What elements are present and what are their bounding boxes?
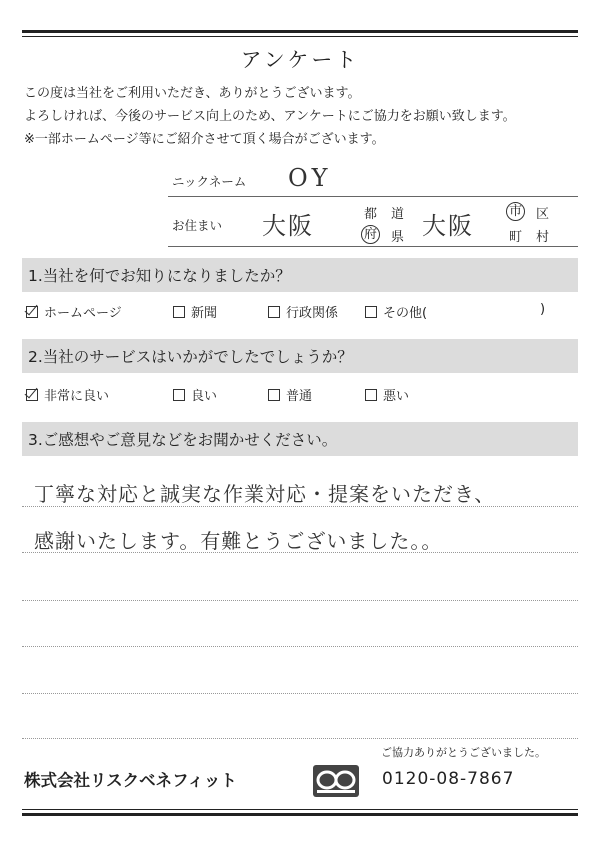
q1-other-close-paren: ) (540, 302, 546, 317)
q3-title: 3.ご感想やご意見などをお聞かせください。 (28, 431, 338, 449)
q1-option-newspaper[interactable] (173, 302, 217, 321)
q2-option-label: 普通 (286, 389, 313, 404)
city-unit-shi (506, 202, 525, 221)
bottom-rule-thin (22, 809, 578, 810)
freedial-icon (313, 765, 359, 797)
checkbox-icon[interactable] (173, 306, 185, 318)
q2-option-label: 非常に良い (44, 389, 110, 404)
prefecture-value[interactable]: 大阪 (262, 212, 314, 240)
pref-unit-do: 道 (391, 207, 405, 222)
q1-option-label: ホームページ (44, 306, 122, 321)
q1-header (22, 258, 578, 292)
city-unit-shi-circled: 市 (506, 202, 525, 221)
pref-unit-fu (361, 225, 380, 244)
nickname-underline (168, 196, 578, 197)
q1-option-other[interactable] (365, 302, 427, 321)
q2-option-average[interactable] (268, 385, 312, 404)
checkbox-icon[interactable] (268, 306, 280, 318)
checkbox-icon[interactable] (173, 389, 185, 401)
pref-unit-fu-circled: 府 (361, 225, 380, 244)
q1-option-homepage[interactable] (26, 302, 122, 321)
pref-unit-ken: 県 (391, 230, 405, 245)
q3-header (22, 422, 578, 456)
checkbox-icon[interactable] (365, 306, 377, 318)
q2-title: 2.当社のサービスはいかがでしたでしょうか？ (28, 348, 353, 366)
city-unit-machi: 町 (509, 230, 523, 245)
checkbox-icon[interactable] (365, 389, 377, 401)
q2-option-label: 悪い (383, 389, 410, 404)
page-title: アンケート (240, 48, 360, 72)
comment-rule-4 (22, 646, 578, 647)
comment-rule-5 (22, 693, 578, 694)
intro-line-2: よろしければ、今後のサービス向上のため、アンケートにご協力をお願い致します。 (24, 109, 516, 124)
checkbox-checked-icon[interactable] (26, 389, 38, 401)
nickname-value[interactable]: OY (288, 164, 332, 192)
q2-option-bad[interactable] (365, 385, 409, 404)
intro-line-3: ※一部ホームページ等にご紹介させて頂く場合がございます。 (24, 132, 385, 147)
comment-rule-2 (22, 552, 578, 553)
checkbox-icon[interactable] (268, 389, 280, 401)
address-underline (168, 246, 578, 247)
city-value[interactable]: 大阪 (422, 212, 474, 240)
company-name: 株式会社リスクベネフィット (24, 771, 237, 790)
city-unit-mura: 村 (536, 230, 550, 245)
comment-line-2[interactable]: 感謝いたします。有難とうございました。。 (34, 529, 443, 553)
pref-unit-to: 都 (364, 207, 378, 222)
address-label: お住まい (172, 218, 223, 233)
q1-option-label: 行政関係 (286, 306, 339, 321)
q2-option-label: 良い (191, 389, 218, 404)
bottom-rule (22, 813, 578, 816)
q1-option-label: その他( (383, 306, 428, 321)
intro-line-1: この度は当社をご利用いただき、ありがとうございます。 (24, 86, 361, 101)
comment-rule-3 (22, 600, 578, 601)
comment-rule-1 (22, 506, 578, 507)
q2-header (22, 339, 578, 373)
footer-thanks: ご協力ありがとうございました。 (381, 746, 546, 759)
freedial-icon-svg (313, 765, 359, 797)
top-rule-thin (22, 36, 578, 37)
comment-rule-6 (22, 738, 578, 739)
city-unit-ku: 区 (536, 207, 550, 222)
q1-title: 1.当社を何でお知りになりましたか？ (28, 267, 291, 285)
nickname-label: ニックネーム (172, 174, 247, 189)
top-rule (22, 30, 578, 33)
comment-line-1[interactable]: 丁寧な対応と誠実な作業対応・提案をいただき、 (34, 482, 496, 506)
q2-option-very-good[interactable] (26, 385, 109, 404)
q1-option-label: 新聞 (191, 306, 218, 321)
checkbox-checked-icon[interactable] (26, 306, 38, 318)
phone-number[interactable]: 0120-08-7867 (382, 769, 515, 789)
q2-option-good[interactable] (173, 385, 217, 404)
q1-option-government[interactable] (268, 302, 338, 321)
